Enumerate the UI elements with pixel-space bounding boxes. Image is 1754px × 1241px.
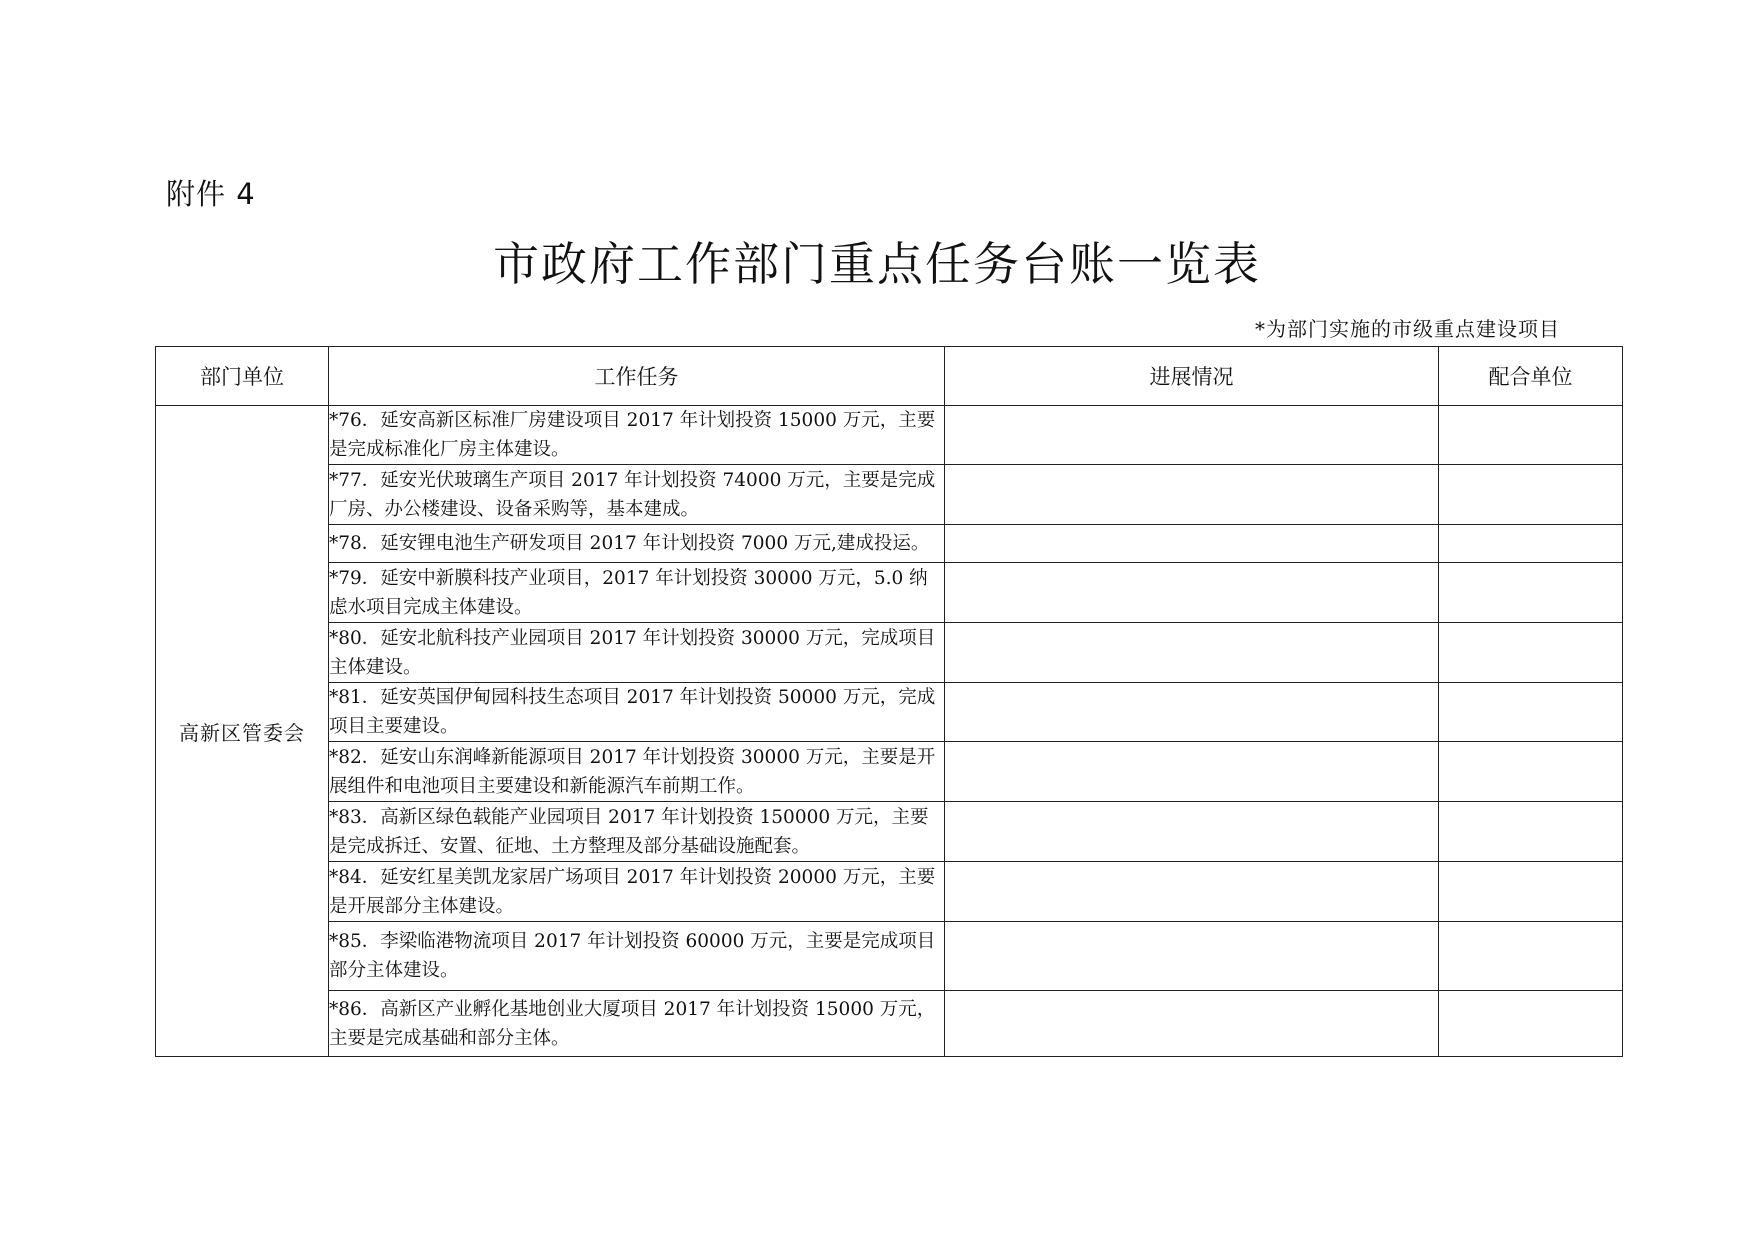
department-cell: 高新区管委会: [156, 406, 329, 1057]
progress-cell: [945, 525, 1439, 563]
partner-cell: [1439, 991, 1623, 1057]
table-row: [156, 623, 1623, 683]
task-cell: *82．延安山东润峰新能源项目 2017 年计划投资 30000 万元，主要是开展组件和电池项目主要建设和新能源汽车前期工作。: [329, 742, 945, 802]
progress-cell: [945, 683, 1439, 742]
column-header-task: 工作任务: [329, 347, 945, 406]
partner-cell: [1439, 683, 1623, 742]
progress-cell: [945, 802, 1439, 862]
task-cell: *84．延安红星美凯龙家居广场项目 2017 年计划投资 20000 万元，主要是开展部分主体建设。: [329, 862, 945, 922]
progress-cell: [945, 563, 1439, 623]
table-row: [156, 525, 1623, 563]
document-title: 市政府工作部门重点任务台账一览表: [493, 237, 1261, 291]
task-cell: *76．延安高新区标准厂房建设项目 2017 年计划投资 15000 万元，主要是完成标准化厂房主体建设。: [329, 406, 945, 465]
column-header-partner: 配合单位: [1439, 347, 1623, 406]
column-header-department: 部门单位: [156, 347, 329, 406]
task-cell: *79．延安中新膜科技产业项目，2017 年计划投资 30000 万元，5.0 纳虑水项目完成主体建设。: [329, 563, 945, 623]
column-header-progress: 进展情况: [945, 347, 1439, 406]
attachment-label: 附件 4: [166, 177, 256, 211]
table-row: [156, 862, 1623, 922]
progress-cell: [945, 922, 1439, 991]
progress-cell: [945, 465, 1439, 525]
progress-cell: [945, 623, 1439, 683]
table-row: [156, 922, 1623, 991]
task-cell: *78．延安锂电池生产研发项目 2017 年计划投资 7000 万元,建成投运。: [329, 525, 945, 563]
table-row: [156, 465, 1623, 525]
partner-cell: [1439, 922, 1623, 991]
progress-cell: [945, 862, 1439, 922]
key-project-note: *为部门实施的市级重点建设项目: [1255, 317, 1560, 341]
progress-cell: [945, 991, 1439, 1057]
task-cell: *77．延安光伏玻璃生产项目 2017 年计划投资 74000 万元，主要是完成厂房、办公楼建设、设备采购等，基本建成。: [329, 465, 945, 525]
table-row: [156, 742, 1623, 802]
table-row: [156, 683, 1623, 742]
partner-cell: [1439, 623, 1623, 683]
table-row: [156, 406, 1623, 465]
table-row: [156, 563, 1623, 623]
partner-cell: [1439, 525, 1623, 563]
task-cell: *86．高新区产业孵化基地创业大厦项目 2017 年计划投资 15000 万元，主要是完成基础和部分主体。: [329, 991, 945, 1057]
progress-cell: [945, 406, 1439, 465]
table-header-row: [156, 347, 1623, 406]
table-row: [156, 802, 1623, 862]
partner-cell: [1439, 406, 1623, 465]
task-ledger-table: [155, 346, 1623, 1057]
task-cell: *81．延安英国伊甸园科技生态项目 2017 年计划投资 50000 万元，完成项目主要建设。: [329, 683, 945, 742]
task-cell: *80．延安北航科技产业园项目 2017 年计划投资 30000 万元，完成项目主体建设。: [329, 623, 945, 683]
task-cell: *85．李梁临港物流项目 2017 年计划投资 60000 万元，主要是完成项目部分主体建设。: [329, 922, 945, 991]
task-cell: *83．高新区绿色载能产业园项目 2017 年计划投资 150000 万元，主要是完成拆迁、安置、征地、土方整理及部分基础设施配套。: [329, 802, 945, 862]
partner-cell: [1439, 862, 1623, 922]
partner-cell: [1439, 563, 1623, 623]
partner-cell: [1439, 465, 1623, 525]
partner-cell: [1439, 742, 1623, 802]
progress-cell: [945, 742, 1439, 802]
partner-cell: [1439, 802, 1623, 862]
table-row: [156, 991, 1623, 1057]
